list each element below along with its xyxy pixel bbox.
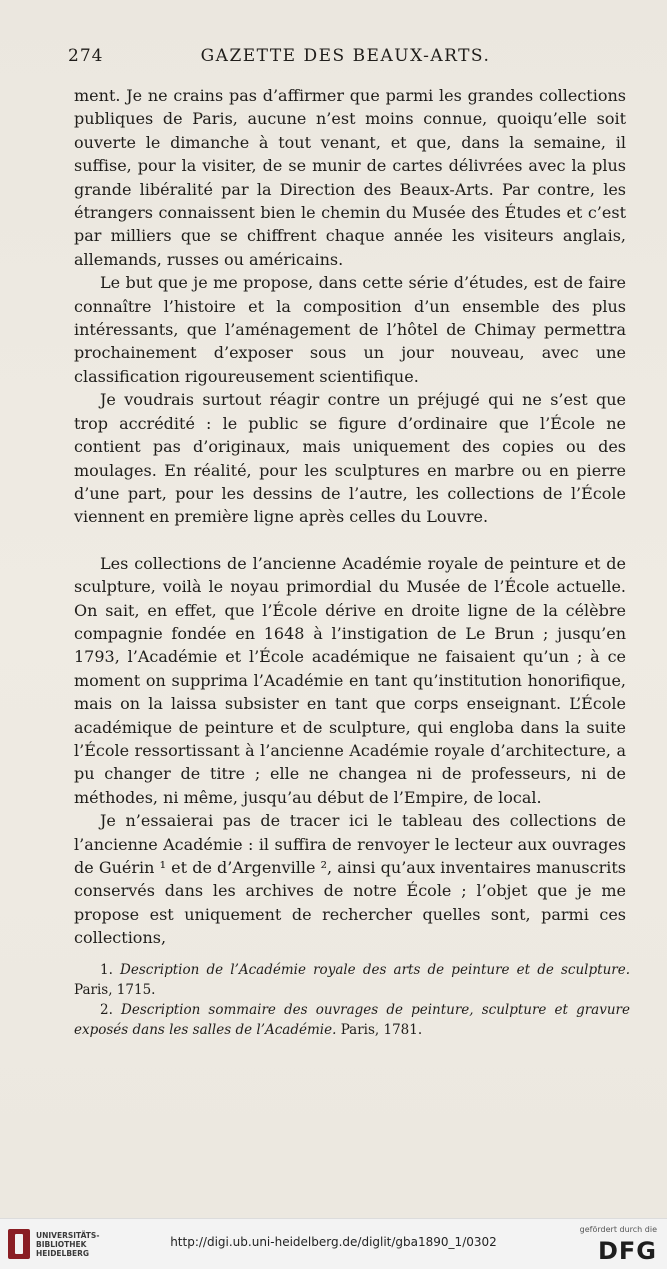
footnote-number: 1. [100, 962, 113, 978]
dfg-logo: DFG [597, 1237, 657, 1265]
paragraph: ment. Je ne crains pas d’affirmer que parmi les grandes collections publiques de Paris, aucune n’est moins connue, quoiqu’elle soit ouverte le dimanche à tout venant, et que, dans la semaine, il suffise, pour la visiter, de se munir de cartes délivrées avec la plus grande libéralité par la Direction des Beaux-Arts. Par contre, les étrangers connaissent bien le chemin du Musée des Études et c’est par milliers que se chiffrent chaque année les visiteurs anglais, allemands, russes ou américains. [74, 86, 626, 269]
footnote-number: 2. [100, 1002, 113, 1018]
footnote-imprint: Paris, 1781. [340, 1022, 423, 1038]
paragraph: Le but que je me propose, dans cette série d’études, est de faire connaître l’histoire et la composition d’un ensemble des plus intéressants, que l’aménagement de l’hôtel de Chimay permettra prochainement d’exposer sous un jour nouveau, avec une classification rigoureusement scientifique. [74, 273, 626, 386]
footnote [74, 960, 630, 1000]
library-name: UNIVERSITÄTS- BIBLIOTHEK HEIDELBERG [36, 1231, 100, 1258]
footnotes [74, 960, 630, 1040]
footnote-title: Description sommaire des ouvrages de peinture, sculpture et gravure exposés dans les salles de l’Académie. [74, 1002, 630, 1038]
footnote-title: Description de l’Académie royale des arts de peinture et de sculpture. [120, 962, 630, 978]
paragraph: Je voudrais surtout réagir contre un préjugé qui ne s’est que trop accrédité : le public se figure d’ordinaire que l’École ne contient pas d’originaux, mais uniquement des copies ou des moulages. En réalité, pour les sculptures en marbre ou en pierre d’une part, pour les dessins de l’autre, les collections de l’École viennent en première ligne après celles du Louvre. [74, 390, 626, 527]
funder-note: gefördert durch die [579, 1225, 657, 1234]
body-text [74, 84, 626, 950]
page-number: 274 [68, 46, 104, 66]
page-header [58, 46, 633, 76]
paragraph: Les collections de l’ancienne Académie royale de peinture et de sculpture, voilà le noyau primordial du Musée de l’École actuelle. On sait, en effet, que l’École dérive en droite ligne de la célèbre compagnie fondée en 1648 à l’instigation de Le Brun ; jusqu’en 1793, l’Académie et l’École académique ne faisaient qu’un ; à ce moment on supprima l’Académie en tant qu’institution honorifique, mais on la laissa subsister en tant que corps enseignant. L’École académique de peinture et de sculpture, qui engloba dans la suite l’École ressortissant à l’ancienne Académie royale d’architecture, a pu changer de titre ; elle ne changea ni de professeurs, ni de méthodes, ni même, jusqu’au début de l’Empire, de local. [74, 553, 626, 807]
viewer-footer [0, 1218, 667, 1269]
running-title: GAZETTE DES BEAUX-ARTS. [200, 46, 491, 66]
paragraph: Je n’essaierai pas de tracer ici le tableau des collections de l’ancienne Académie : il suffira de renvoyer le lecteur aux ouvrages de Guérin ¹ et de d’Argenville ², ainsi qu’aux inventaires manuscrits conservés dans les archives de notre École ; l’objet que je me propose est uniquement de rechercher quelles sont, parmi ces collections, [74, 811, 626, 948]
source-url-link[interactable]: http://digi.ub.uni-heidelberg.de/diglit/gba1890_1/0302 [170, 1235, 497, 1249]
footnote [74, 1000, 630, 1040]
footnote-imprint: Paris, 1715. [74, 982, 156, 998]
